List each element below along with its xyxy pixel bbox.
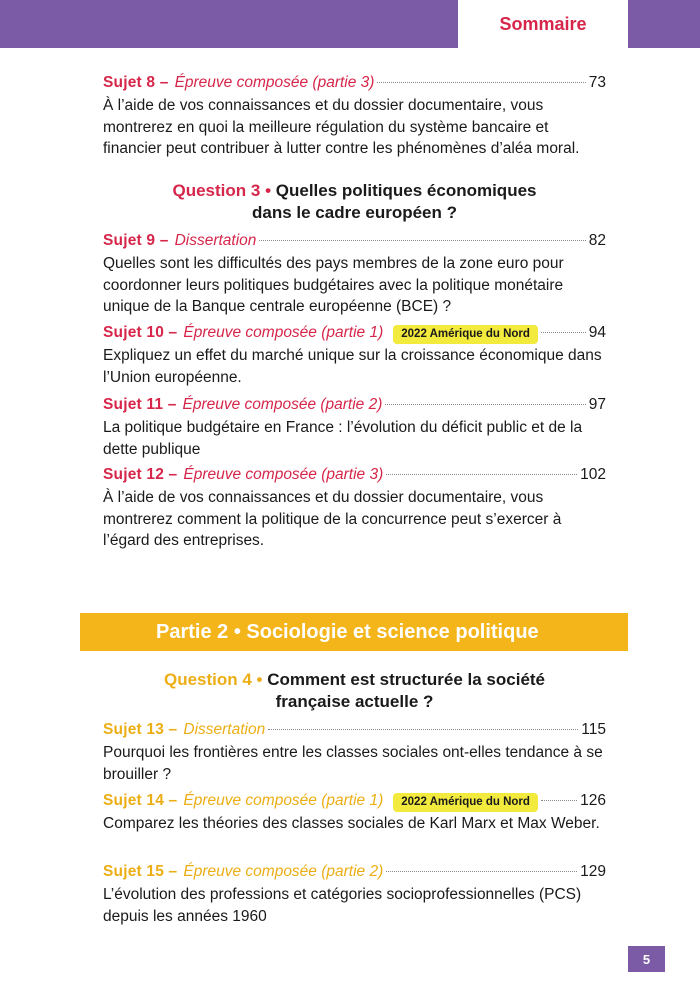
question-label: Question 4 • xyxy=(163,670,263,689)
sujet-label: Sujet 12 – xyxy=(103,466,178,483)
sujet-description: Comparez les théories des classes sociales de Karl Marx et Max Weber. xyxy=(103,815,600,832)
page-number: 82 xyxy=(588,232,606,249)
sujet-description: L’évolution des professions et catégories socioprofessionnelles (PCS) depuis les années 1960 xyxy=(103,886,582,925)
sommaire-tab[interactable] xyxy=(458,0,628,48)
question-title-line2: française actuelle ? xyxy=(275,692,434,711)
sujet-label: Sujet 11 – xyxy=(103,396,177,413)
sujet-label: Sujet 13 – xyxy=(103,721,178,738)
question-label: Question 3 • xyxy=(172,181,272,200)
sujet-8-entry[interactable] xyxy=(103,72,606,160)
leader-dots xyxy=(268,729,578,730)
leader-dots xyxy=(259,240,585,241)
question-title-line1: Quelles politiques économiques xyxy=(275,181,537,200)
sujet-type: Dissertation xyxy=(183,721,266,738)
sujet-type: Épreuve composée (partie 2) xyxy=(183,863,384,880)
leader-dots xyxy=(386,871,577,872)
sujet-type: Dissertation xyxy=(174,232,257,249)
exam-badge: 2022 Amérique du Nord xyxy=(393,793,538,812)
sujet-12-entry[interactable] xyxy=(103,464,606,552)
question-3-heading xyxy=(103,180,606,224)
sommaire-label: Sommaire xyxy=(499,13,587,34)
sujet-label: Sujet 8 – xyxy=(103,74,169,91)
page-number: 115 xyxy=(581,721,606,738)
sujet-11-entry[interactable] xyxy=(103,394,606,460)
page-number: 102 xyxy=(580,466,606,483)
sujet-type: Épreuve composée (partie 3) xyxy=(174,74,375,91)
sujet-type: Épreuve composée (partie 1) xyxy=(183,792,384,809)
sujet-description: À l’aide de vos connaissances et du dossier documentaire, vous montrerez en quoi la meilleure régulation du système bancaire et financier peut contribuer à lutter contre les phénomènes d’aléa moral. xyxy=(103,97,580,157)
page-number-text: 5 xyxy=(642,951,651,967)
question-title-line1: Comment est structurée la société xyxy=(267,670,546,689)
leader-dots xyxy=(541,800,577,801)
sujet-label: Sujet 10 – xyxy=(103,324,178,341)
sujet-10-entry[interactable] xyxy=(103,322,606,388)
partie-2-banner xyxy=(80,613,628,651)
sujet-type: Épreuve composée (partie 1) xyxy=(183,324,384,341)
page-number-badge xyxy=(628,946,665,972)
exam-badge: 2022 Amérique du Nord xyxy=(393,325,538,344)
leader-dots xyxy=(541,332,586,333)
sujet-description: La politique budgétaire en France : l’évolution du déficit public et de la dette publique xyxy=(103,419,583,458)
page-number: 94 xyxy=(588,324,606,341)
sujet-label: Sujet 9 – xyxy=(103,232,169,249)
sujet-label: Sujet 14 – xyxy=(103,792,178,809)
sujet-13-entry[interactable] xyxy=(103,719,606,785)
sujet-description: Pourquoi les frontières entre les classes sociales ont-elles tendance à se brouiller ? xyxy=(103,744,603,783)
sujet-type: Épreuve composée (partie 3) xyxy=(183,466,384,483)
partie-2-title: Partie 2 • Sociologie et science politique xyxy=(156,620,539,643)
sujet-type: Épreuve composée (partie 2) xyxy=(182,396,383,413)
sujet-description: À l’aide de vos connaissances et du dossier documentaire, vous montrerez comment la politique de la concurrence peut s’exercer à l’égard des entreprises. xyxy=(103,489,562,549)
sujet-15-entry[interactable] xyxy=(103,861,606,927)
sujet-label: Sujet 15 – xyxy=(103,863,178,880)
sujet-description: Quelles sont les difficultés des pays membres de la zone euro pour coordonner leurs politiques budgétaires avec la politique monétaire unique de la Banque centrale européenne (BCE) ? xyxy=(103,255,564,315)
page-number: 97 xyxy=(588,396,606,413)
question-4-heading xyxy=(103,669,606,713)
sujet-9-entry[interactable] xyxy=(103,230,606,318)
leader-dots xyxy=(377,82,585,83)
page-number: 129 xyxy=(580,863,606,880)
leader-dots xyxy=(385,404,585,405)
leader-dots xyxy=(386,474,577,475)
sujet-description: Expliquez un effet du marché unique sur la croissance économique dans l’Union européenne. xyxy=(103,347,602,386)
page-number: 73 xyxy=(588,74,606,91)
sujet-14-entry[interactable] xyxy=(103,790,606,835)
page-number: 126 xyxy=(580,792,606,809)
question-title-line2: dans le cadre européen ? xyxy=(251,203,457,222)
